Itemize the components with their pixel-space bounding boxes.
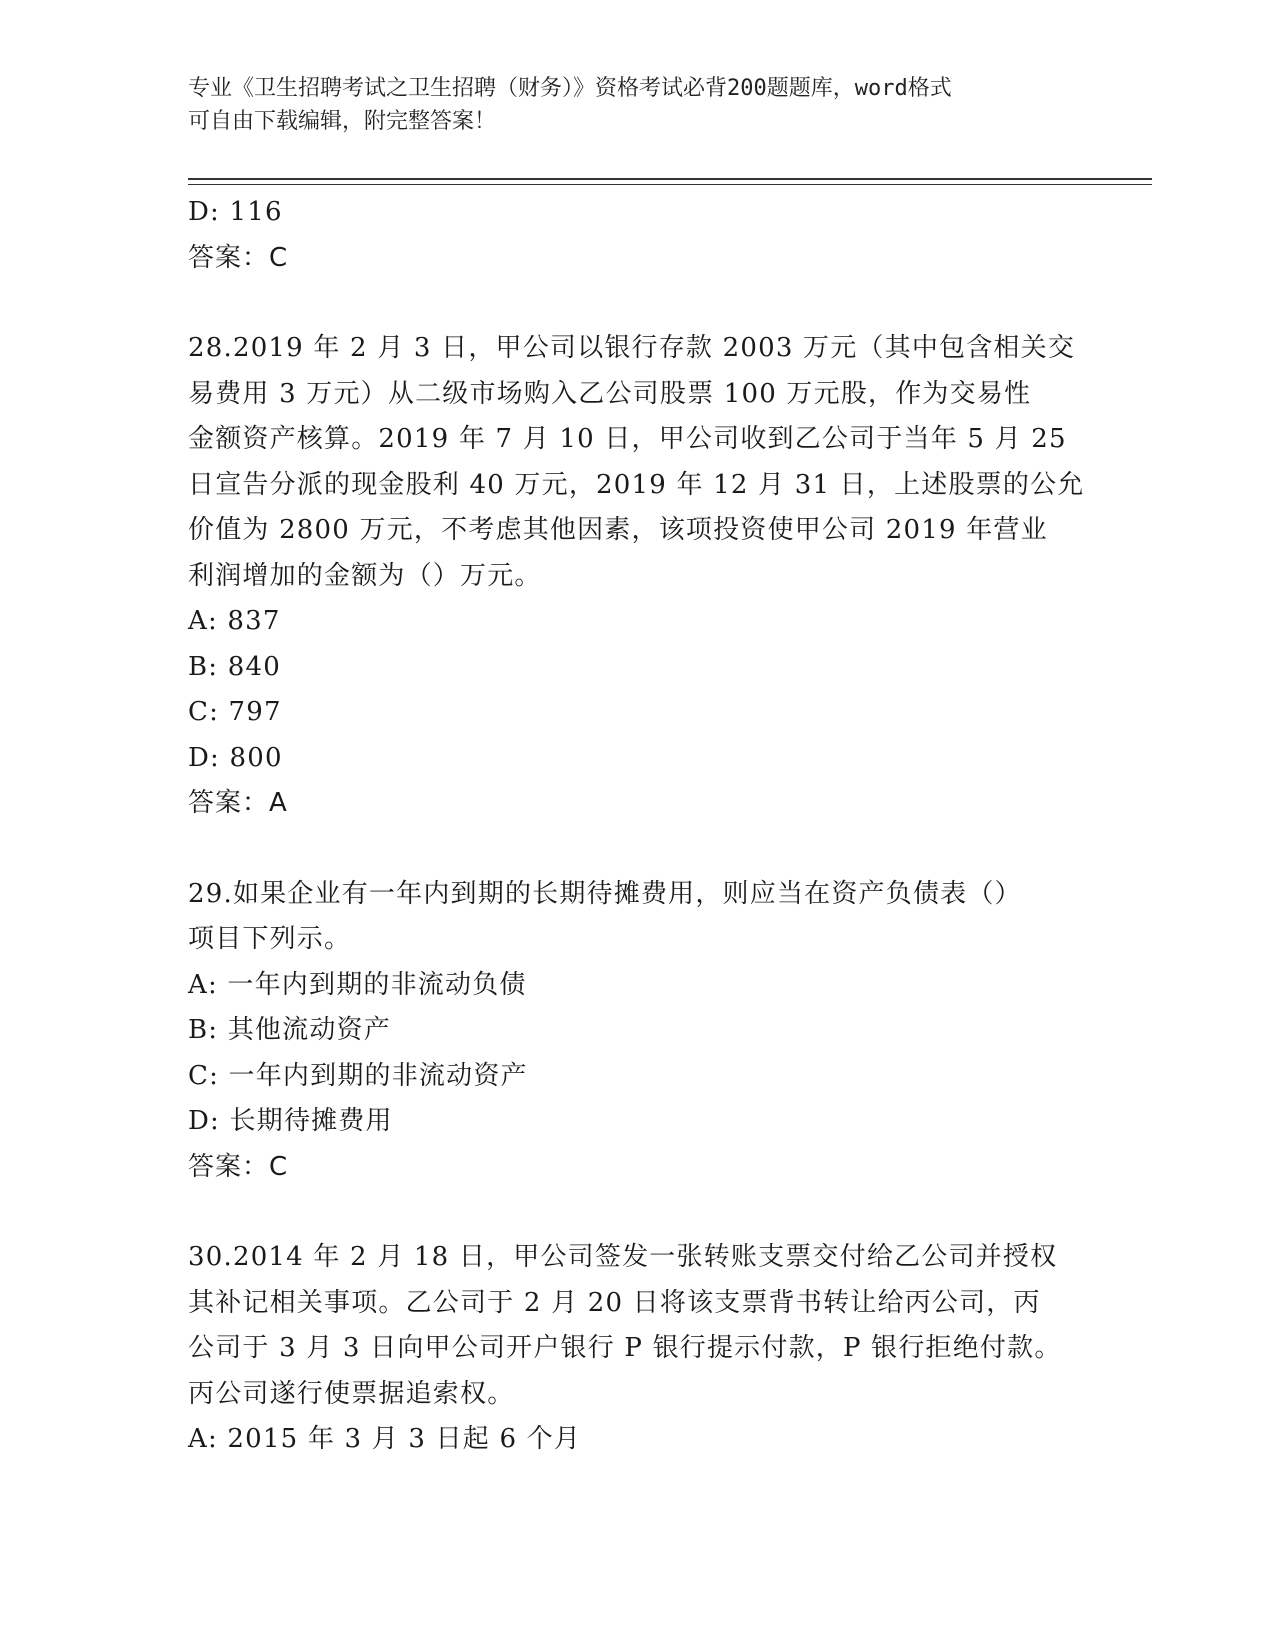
question-28-line: 利润增加的金额为（）万元。 bbox=[188, 560, 542, 591]
question-29-option-c: C: 一年内到期的非流动资产 bbox=[188, 1060, 528, 1091]
question-28-option-a: A: 837 bbox=[188, 606, 281, 636]
question-28-option-c: C: 797 bbox=[188, 697, 282, 727]
question-28-option-b: B: 840 bbox=[188, 651, 281, 682]
question-30-line: 30.2014 年 2 月 18 日，甲公司签发一张转账支票交付给乙公司并授权 bbox=[188, 1242, 1058, 1272]
question-28-line: 易费用 3 万元）从二级市场购入乙公司股票 100 万元股，作为交易性 bbox=[188, 378, 1032, 409]
document-body bbox=[188, 190, 1088, 1463]
document-header bbox=[188, 72, 1068, 138]
question-29-option-a: A: 一年内到期的非流动负债 bbox=[188, 969, 527, 1000]
question-29-line: 项目下列示。 bbox=[188, 924, 352, 954]
header-divider-thin bbox=[188, 184, 1152, 185]
question-28-option-d: D: 800 bbox=[188, 742, 283, 773]
question-29-option-b: B: 其他流动资产 bbox=[188, 1015, 391, 1045]
question-29-line: 29.如果企业有一年内到期的长期待摊费用，则应当在资产负债表（） bbox=[188, 878, 1022, 909]
question-30 bbox=[188, 1235, 1088, 1463]
prev-option-d: D: 116 bbox=[188, 197, 283, 227]
question-28-line: 价值为 2800 万元，不考虑其他因素，该项投资使甲公司 2019 年营业 bbox=[188, 515, 1048, 545]
question-29-answer: 答案：C bbox=[188, 1151, 289, 1182]
question-28-line: 日宣告分派的现金股利 40 万元，2019 年 12 月 31 日，上述股票的公允 bbox=[188, 469, 1085, 500]
question-30-line: 公司于 3 月 3 日向甲公司开户银行 P 银行提示付款，P 银行拒绝付款。 bbox=[188, 1333, 1062, 1363]
question-29 bbox=[188, 872, 1088, 1191]
question-30-line: 丙公司遂行使票据追索权。 bbox=[188, 1378, 515, 1409]
question-28-line: 28.2019 年 2 月 3 日，甲公司以银行存款 2003 万元（其中包含相关交 bbox=[188, 333, 1076, 363]
question-30-line: 其补记相关事项。乙公司于 2 月 20 日将该支票背书转让给丙公司，丙 bbox=[188, 1287, 1041, 1318]
question-28 bbox=[188, 326, 1088, 827]
header-divider-thick bbox=[188, 178, 1152, 180]
header-line-1: 专业《卫生招聘考试之卫生招聘（财务）》资格考试必背200题题库，word格式 bbox=[188, 76, 952, 101]
question-29-option-d: D: 长期待摊费用 bbox=[188, 1106, 393, 1136]
prev-answer: 答案：C bbox=[188, 242, 289, 273]
question-30-option-a: A: 2015 年 3 月 3 日起 6 个月 bbox=[188, 1424, 582, 1454]
question-28-line: 金额资产核算。2019 年 7 月 10 日，甲公司收到乙公司于当年 5 月 25 bbox=[188, 424, 1067, 454]
header-line-2: 可自由下载编辑，附完整答案！ bbox=[188, 109, 497, 134]
question-28-answer: 答案：A bbox=[188, 788, 288, 818]
